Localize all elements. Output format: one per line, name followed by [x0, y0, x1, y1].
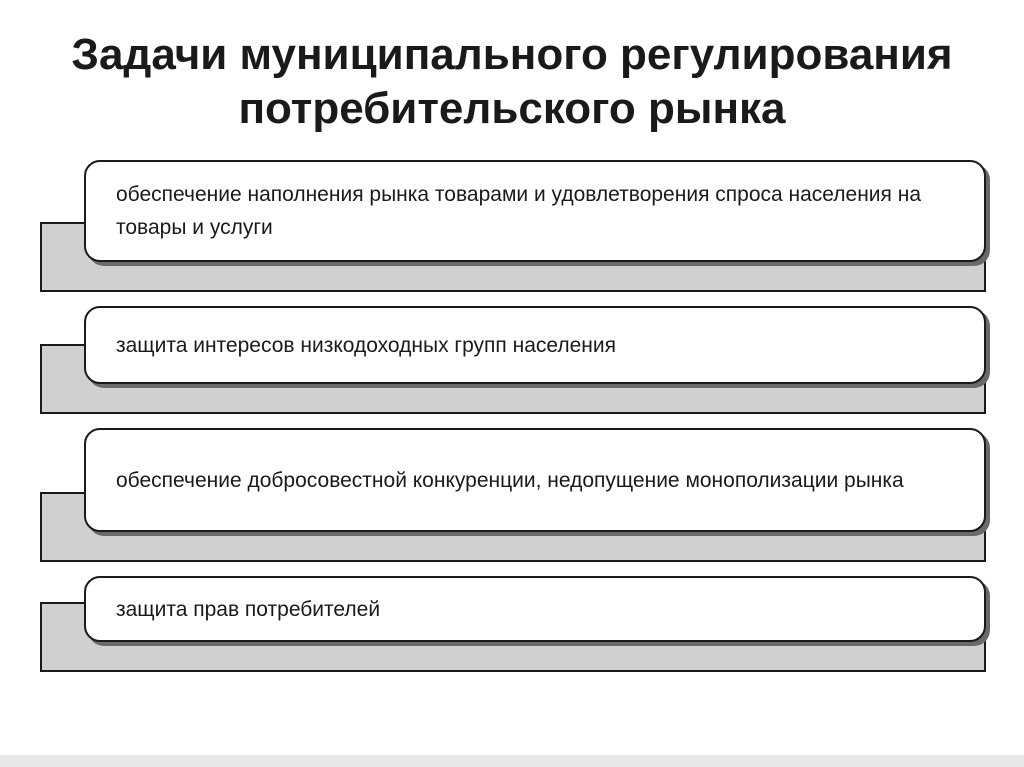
task-text: защита интересов низкодоходных групп населения — [116, 333, 616, 357]
task-card — [84, 428, 986, 532]
task-text: обеспечение наполнения рынка товарами и удовлетворения спроса населения на товары и услуги — [116, 183, 922, 239]
task-card — [84, 306, 986, 384]
task-card — [84, 160, 986, 262]
slide-title-line-2: потребительского рынка — [238, 84, 786, 133]
slide-title — [0, 28, 1024, 136]
slide-bottom-bar — [0, 755, 1024, 767]
task-card — [84, 576, 986, 642]
task-text: обеспечение добросовестной конкуренции, недопущение монополизации рынка — [116, 468, 904, 492]
slide-title-line-1: Задачи муниципального регулирования — [71, 30, 953, 79]
task-text: защита прав потребителей — [116, 597, 381, 621]
